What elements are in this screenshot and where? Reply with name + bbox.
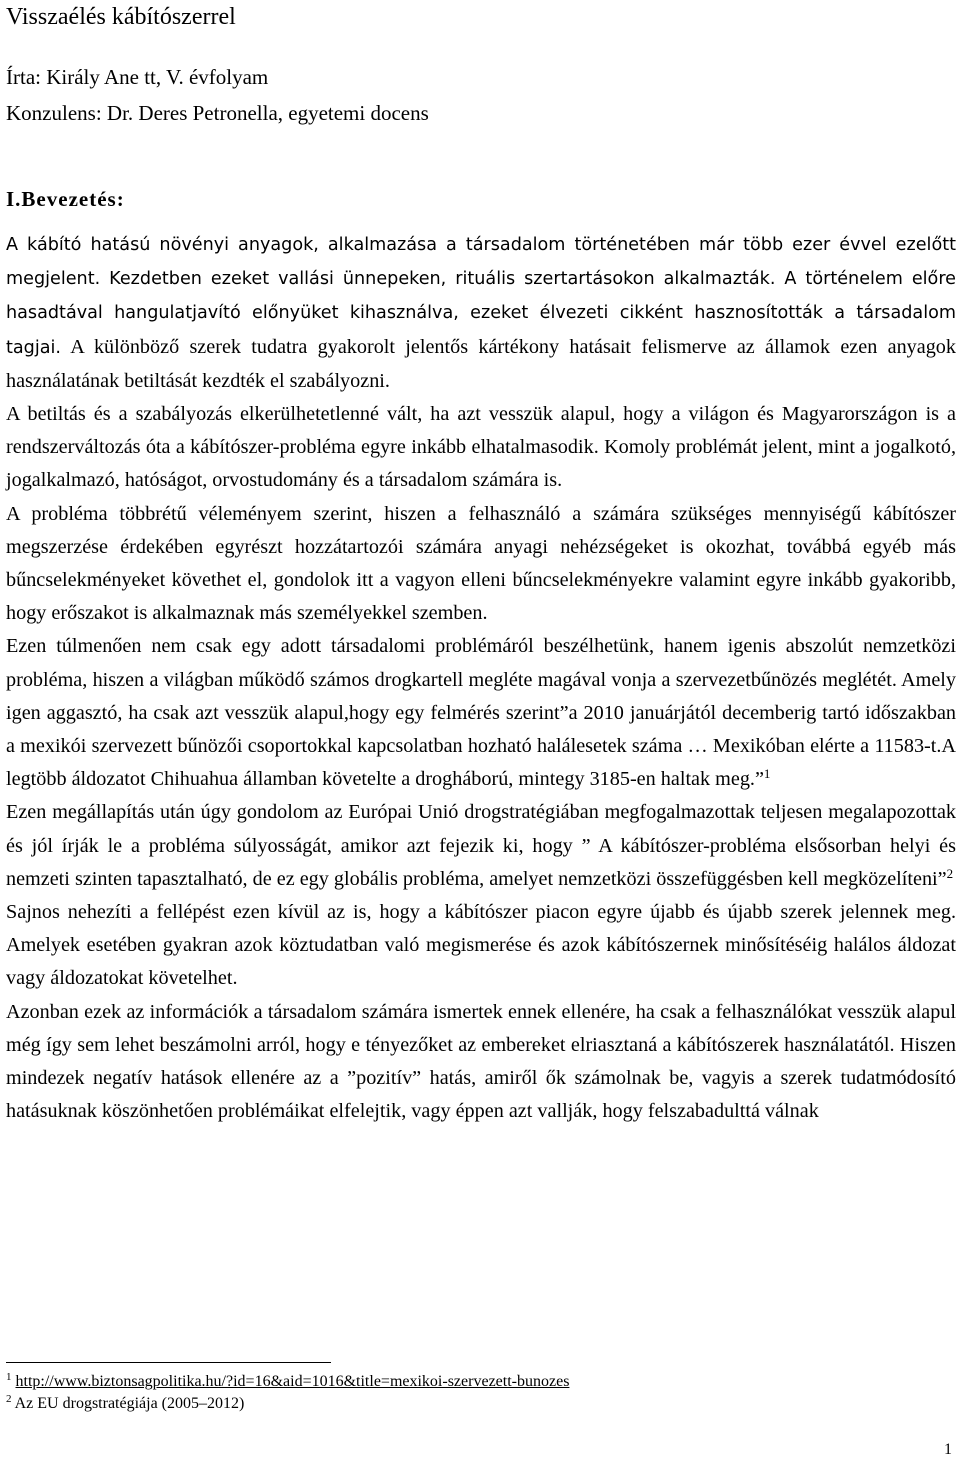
paragraph-problem: A probléma többrétű véleményem szerint, hiszen a felhasználó a számára szükséges mennyiségű kábítószer megszerzése érdekében egyrészt hozzátartozói számára anyagi nehézségeket is okozhat, továbbá egyéb más bűncselekményeket követhet el, gondolok itt a vagyon elleni bűncselekményekre valamint egyre inkább gyakoribb, hogy erőszakot is alkalmaznak más személyekkel szemben.: [6, 502, 956, 625]
footnote-2-number: 2: [6, 1393, 12, 1405]
footnote-1-number: 1: [6, 1371, 12, 1383]
footnote-2-text: Az EU drogstratégiája (2005–2012): [14, 1395, 245, 1412]
paragraph-information: Azonban ezek az információk a társadalom számára ismertek ennek ellenére, ha csak a felhasználókat vesszük alapul még így sem lehet beszámolni arról, hogy e tényezőket az embereket elriasztaná a kábítószerek használatától. Hiszen mindezek negatív hatások ellenére az a ”pozitív” hatás, amiről ők számolnak be, vagyis a szerek tudatmódosító hatásuknak köszönhetően problémáikat elfelejtik, vagy éppen azt vallják, hogy felszabadulttá válnak: [6, 1000, 956, 1123]
footnote-2: [6, 1394, 244, 1414]
footnote-ref-2[interactable]: 2: [946, 865, 954, 881]
footnote-ref-1[interactable]: 1: [763, 766, 771, 782]
intro-text-serif: A különböző szerek tudatra gyakorolt jelentős kártékony hatásait felismerve az államok ezen anyagok használatának betiltását kezdték el szabályozni.: [6, 335, 956, 392]
intro-text-sans: A kábító hatású növényi anyagok, alkalmazása a társadalom történetében már több ezer évvel ezelőtt megjelent. Kezdetben ezeket vallási ünnepeken, rituális szertartásokon alkalmazták. A történelem előre hasadtával hangulatjavító előnyüket kihasználva, ezeket élvezeti cikként hasznosították a társadalom tagjai.: [6, 235, 956, 358]
paragraph-international: [6, 630, 956, 796]
page-number: 1: [944, 1441, 952, 1458]
international-text: Ezen túlmenően nem csak egy adott társadalomi problémáról beszélhetünk, hanem igenis abszolút nemzetközi probléma, hiszen a világban működő számos drogkartell megléte magával vonja a szervezetbűnözés meglétét. Amely igen aggasztó, ha csak azt vesszük alapul,hogy egy felmérés szerint”a 2010 januárjától decemberig tartó időszakban a mexikói szervezett bűnözői csoportokkal kapcsolatban hozható halálesetek száma … Mexikóban elérte a 11583-t.A legtöbb áldozatot Chihuahua államban követelte a drogháború, mintegy 3185-en haltak meg.”: [6, 635, 956, 791]
footnote-1: [6, 1372, 569, 1392]
document-body: [6, 228, 956, 1128]
regulation-text-2: Komoly problémát jelent, mint a jogalkotó, jogalkalmazó, hatóságot, orvostudomány és a társadalom számára is.: [6, 436, 956, 492]
regulation-text: A betiltás és a szabályozás elkerülhetetlenné vált, ha azt vesszük alapul, hogy a világon és Magyarországon is a rendszerváltozás óta a kábítószer-probléma egyre inkább elhatalmasodik.: [6, 403, 956, 459]
paragraph-regulation: [6, 398, 956, 498]
paragraph-intro: [6, 228, 956, 398]
author-line: Írta: Király Ane tt, V. évfolyam: [6, 65, 269, 89]
footnote-1-link[interactable]: http://www.biztonsagpolitika.hu/?id=16&aid=1016&title=mexikoi-szervezett-bunozes: [15, 1373, 570, 1390]
consultant-line: Konzulens: Dr. Deres Petronella, egyetemi docens: [6, 101, 429, 125]
paragraph-eu-strategy: [6, 796, 956, 896]
paragraph-new-substances: Sajnos nehezíti a fellépést ezen kívül az is, hogy a kábítószer piacon egyre újabb és újabb szerek jelennek meg. Amelyek esetében gyakran azok köztudatban való megismerése és azok kábítószernek minősítéséig halálos áldozat vagy áldozatokat követelhet.: [6, 901, 956, 990]
eu-strategy-text: Ezen megállapítás után úgy gondolom az Európai Unió drogstratégiában megfogalmazottak teljesen megalapozottak és jól írják le a probléma súlyosságát, amikor azt fejezik ki, hogy ” A kábítószer-probléma elsősorban helyi és nemzeti szinten tapasztalható, de ez egy globális probléma, amelyet nemzetközi összefüggésben kell megközelíteni”: [6, 801, 956, 890]
document-title: Visszaélés kábítószerrel: [6, 4, 236, 30]
footnote-separator: [6, 1362, 331, 1363]
section-heading: I.Bevezetés:: [6, 187, 125, 211]
